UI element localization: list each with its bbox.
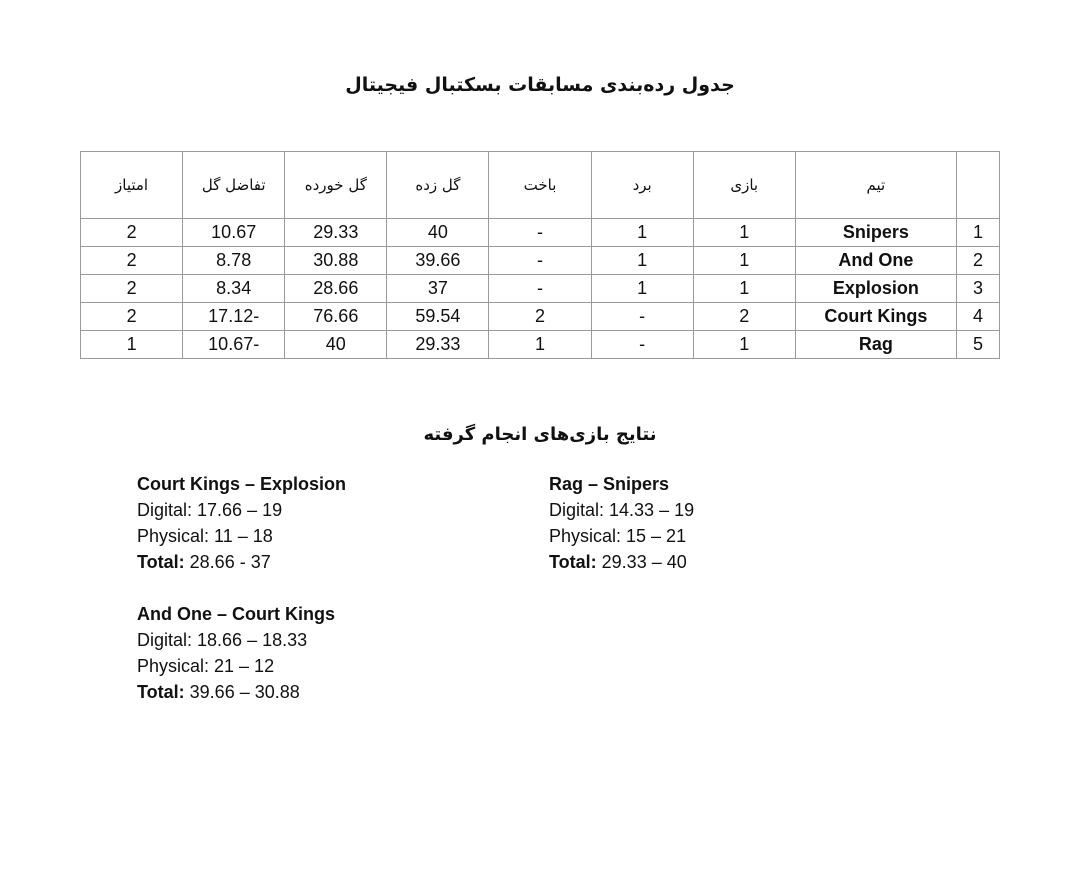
cell-points: 1 [81,331,183,359]
header-lost: باخت [489,152,591,219]
header-rank [956,152,999,219]
match-result [549,471,694,575]
cell-rank: 2 [956,247,999,275]
cell-team: Rag [795,331,956,359]
total-value: 29.33 – 40 [596,552,687,572]
digital-score: Digital: 18.66 – 18.33 [137,630,308,650]
cell-rank: 1 [956,219,999,247]
cell-goals-for: 37 [387,275,489,303]
digital-score: Digital: 17.66 – 19 [137,500,283,520]
header-points: امتیاز [81,152,183,219]
cell-won: - [591,303,693,331]
cell-lost: 1 [489,331,591,359]
cell-rank: 3 [956,275,999,303]
header-goals-for: گل زده [387,152,489,219]
page-title: جدول رده‌بندی مسابقات بسکتبال فیجیتال [345,74,735,96]
cell-won: 1 [591,275,693,303]
cell-played: 2 [693,303,795,331]
cell-lost: - [489,219,591,247]
cell-played: 1 [693,219,795,247]
cell-goal-diff: -17.12 [183,303,285,331]
table-row [81,219,1000,247]
total-label: Total: [137,682,185,702]
cell-team: And One [795,247,956,275]
cell-won: - [591,331,693,359]
physical-score: Physical: 15 – 21 [549,526,687,546]
header-team: تیم [795,152,956,219]
cell-goals-against: 40 [285,331,387,359]
cell-goals-for: 29.33 [387,331,489,359]
match-result [137,601,335,705]
digital-score: Digital: 14.33 – 19 [549,500,695,520]
header-played: بازی [693,152,795,219]
total-value: 39.66 – 30.88 [184,682,300,702]
total-score [549,549,694,575]
cell-team: Explosion [795,275,956,303]
table-row [81,331,1000,359]
cell-goal-diff: 10.67 [183,219,285,247]
results-title: نتایج بازی‌های انجام گرفته [423,424,657,445]
cell-goals-against: 29.33 [285,219,387,247]
cell-rank: 5 [956,331,999,359]
total-score [137,549,346,575]
header-goals-against: گل خورده [285,152,387,219]
cell-lost: - [489,247,591,275]
table-header-row [81,152,1000,219]
total-label: Total: [549,552,597,572]
cell-goals-against: 28.66 [285,275,387,303]
cell-goals-against: 30.88 [285,247,387,275]
cell-rank: 4 [956,303,999,331]
cell-goals-for: 40 [387,219,489,247]
physical-score: Physical: 11 – 18 [137,526,273,546]
table-row [81,275,1000,303]
cell-played: 1 [693,331,795,359]
cell-goal-diff: -10.67 [183,331,285,359]
cell-goals-for: 59.54 [387,303,489,331]
header-goal-diff: تفاضل گل [183,152,285,219]
cell-goal-diff: 8.78 [183,247,285,275]
cell-points: 2 [81,303,183,331]
total-label: Total: [137,552,185,572]
match-title: Rag – Snipers [549,474,670,494]
cell-lost: - [489,275,591,303]
cell-points: 2 [81,247,183,275]
total-score [137,679,335,705]
cell-points: 2 [81,275,183,303]
cell-points: 2 [81,219,183,247]
cell-lost: 2 [489,303,591,331]
table-row [81,247,1000,275]
cell-goals-against: 76.66 [285,303,387,331]
cell-won: 1 [591,219,693,247]
physical-score: Physical: 21 – 12 [137,656,275,676]
match-result [137,471,346,575]
header-won: برد [591,152,693,219]
cell-played: 1 [693,247,795,275]
cell-team: Court Kings [795,303,956,331]
cell-goals-for: 39.66 [387,247,489,275]
match-title: And One – Court Kings [137,604,335,624]
cell-team: Snipers [795,219,956,247]
match-title: Court Kings – Explosion [137,474,347,494]
total-value: 28.66 - 37 [184,552,271,572]
standings-table [80,151,1000,359]
table-row [81,303,1000,331]
cell-goal-diff: 8.34 [183,275,285,303]
cell-played: 1 [693,275,795,303]
cell-won: 1 [591,247,693,275]
